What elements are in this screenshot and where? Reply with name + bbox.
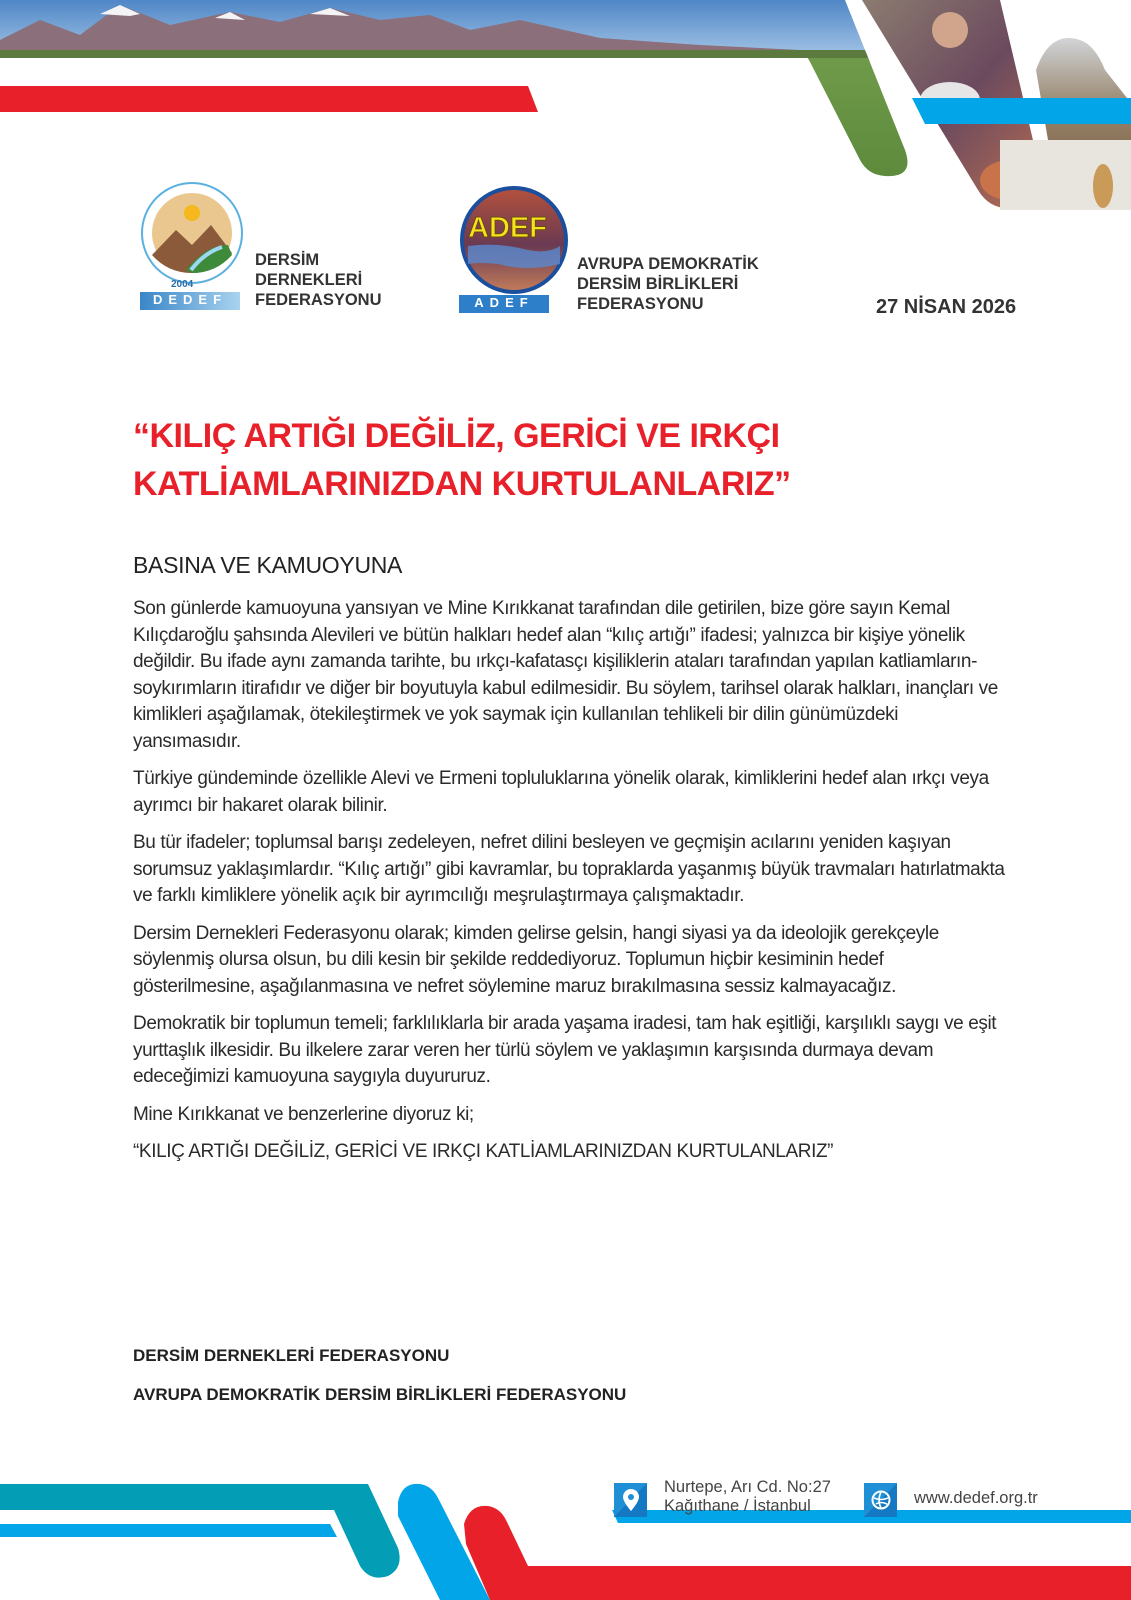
header-blue-stripe: [912, 98, 1131, 124]
paragraph: Son günlerde kamuoyuna yansıyan ve Mine Kırıkkanat tarafından dile getirilen, bize göre sayın Kemal Kılıçdaroğlu şahsında Alevileri ve bütün halkları hedef alan “kılıç artığı” ifadesi; yalnızca bir kişiye yönelik değildir. Bu ifade aynı zamanda tarihte, bu ırkçı-kafatasçı kişiliklerin ataları tarafından yapılan katliamların-soykırımların itirafıdır ve diğer bir boyutuyla kabul edilmesidir. Bu söylem, tarihsel olarak halkları, inançları ve kimlikleri aşağılamak, ötekileştirmek ve yok saymak için kullanılan tehlikeli bir dilin günümüzdeki yansımasıdır.: [133, 598, 998, 752]
document-date: 27 NİSAN 2026: [876, 296, 1017, 318]
address-line: Nurtepe, Arı Cd. No:27: [664, 1478, 831, 1496]
headline: [133, 412, 1033, 508]
dedef-band: DEDEF: [140, 292, 240, 310]
paragraph: Mine Kırıkkanat ve benzerlerine diyoruz ki;: [133, 1103, 474, 1125]
address-line: Kağıthane / İstanbul: [664, 1497, 811, 1515]
closing-quote: “KILIÇ ARTIĞI DEĞİLİZ, GERİCİ VE IRKÇI KATLİAMLARINIZDAN KURTULANLARIZ”: [133, 1141, 834, 1162]
headline-line: KATLİAMLARINIZDAN KURTULANLARIZ”: [133, 465, 791, 503]
paragraph: Türkiye gündeminde özellikle Alevi ve Ermeni topluluklarına yönelik olarak, kimliklerini hedef alan ırkçı veya ayrımcı bir hakaret olarak bilinir.: [133, 768, 989, 816]
adef-band: ADEF: [459, 295, 549, 313]
body-text: [133, 596, 1009, 1177]
globe-icon: [864, 1483, 897, 1517]
adef-name-line: DERSİM BİRLİKLERİ: [577, 275, 739, 293]
headline-line: “KILIÇ ARTIĞI DEĞİLİZ, GERİCİ VE IRKÇI: [133, 417, 780, 455]
footer-decoration: [0, 1440, 1131, 1600]
footer-blue-thin-stripe: [0, 1524, 337, 1537]
header-red-stripe: [0, 86, 538, 112]
dedef-name-line: DERNEKLERİ: [255, 271, 363, 289]
website-link[interactable]: www.dedef.org.tr: [914, 1489, 1038, 1507]
paragraph: Demokratik bir toplumun temeli; farklılıklarla bir arada yaşama iradesi, tam hak eşitliği, karşılıklı saygı ve eşit yurttaşlık ilkesidir. Bu ilkelere zarar veren her türlü söylem ve yaklaşımın karşısında durmaya devam edeceğimizi kamuoyuna saygıyla duyururuz.: [133, 1013, 997, 1087]
signature-dedef: DERSİM DERNEKLERİ FEDERASYONU: [133, 1346, 450, 1365]
location-pin-icon: [614, 1483, 647, 1517]
adef-emblem-text: ADEF: [468, 212, 547, 244]
dedef-name: [255, 250, 382, 310]
dedef-year: 2004: [171, 279, 194, 290]
paragraph: Dersim Dernekleri Federasyonu olarak; kimden gelirse gelsin, hangi siyasi ya da ideolojik gerekçeyle söylenmiş olursa olsun, bu dili kesin bir şekilde reddediyoruz. Toplumun hiçbir kesiminin hedef gösterilmesine, aşağılanmasına ve nefret söylemine maruz bırakılmasına sessiz kalmayacağız.: [133, 922, 939, 997]
signature-adef: AVRUPA DEMOKRATİK DERSİM BİRLİKLERİ FEDERASYONU: [133, 1385, 627, 1404]
dedef-name-line: FEDERASYONU: [255, 291, 382, 309]
adef-name-line: AVRUPA DEMOKRATİK: [577, 255, 759, 273]
subtitle: BASINA VE KAMUOYUNA: [133, 552, 403, 578]
paragraph: Bu tür ifadeler; toplumsal barışı zedeleyen, nefret dilini besleyen ve geçmişin acılarını yeniden kaşıyan sorumsuz yaklaşımlardır. “Kılıç artığı” gibi kavramlar, bu topraklarda yaşanmış büyük travmaları hatırlatmakta ve farklı kimliklere yönelik açık bir ayrımcılığı meşrulaştırmaya çalışmaktadır.: [133, 832, 1005, 906]
footer-address: [664, 1478, 831, 1516]
dedef-name-line: DERSİM: [255, 251, 320, 269]
adef-name-line: FEDERASYONU: [577, 295, 704, 313]
dedef-emblem-icon: [136, 175, 248, 287]
adef-name: [577, 254, 759, 314]
